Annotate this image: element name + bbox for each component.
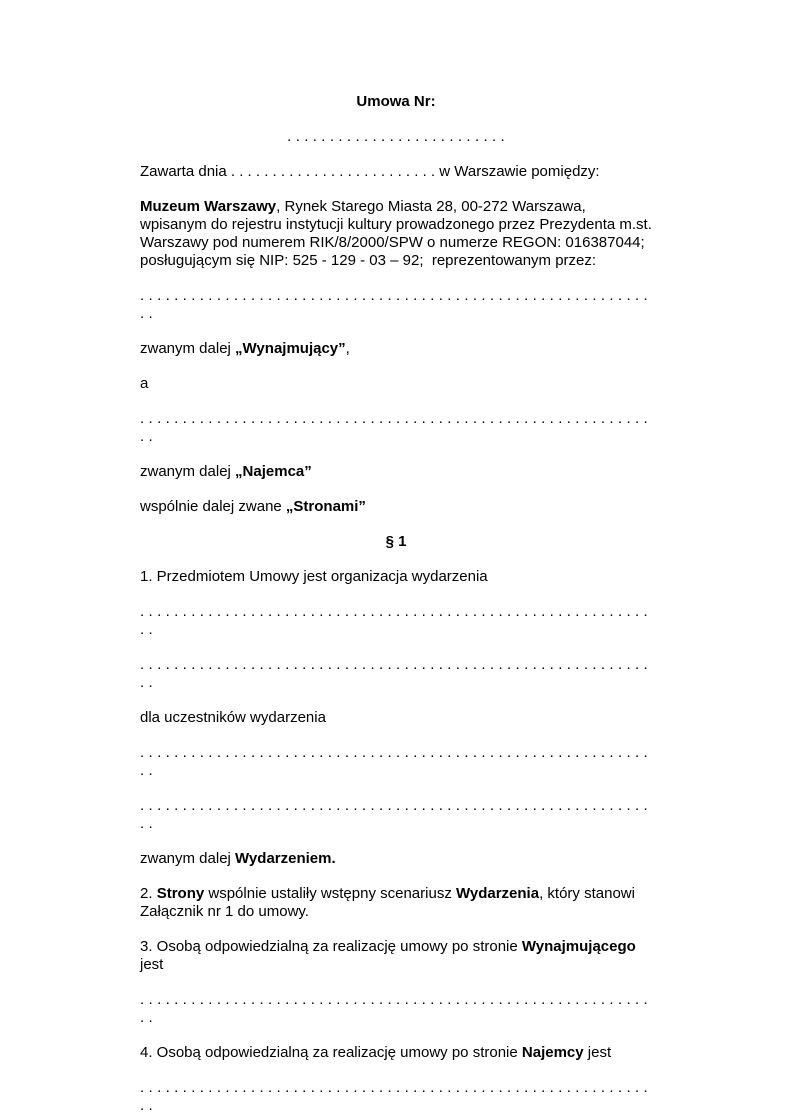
- landlord-details: , Rynek Starego Miasta 28, 00-272 Warszawa, wpisanym do rejestru instytucji kultury prowadzonego przez Prezydenta m.st. Warszawy pod numerem RIK/8/2000/SPW o numerze REGON: 016387044; posługującym się NIP: 525 - 129 - 03 – 92; reprezentowanym przez:: [140, 198, 657, 269]
- landlord-contact-fill-in-line: . . . . . . . . . . . . . . . . . . . . . . . . . . . . . . . . . . . . . . . . . . . . . . . . . . . . . . . . . . . . . .: [140, 991, 653, 1026]
- participants-fill-in-line-2: . . . . . . . . . . . . . . . . . . . . . . . . . . . . . . . . . . . . . . . . . . . . . . . . . . . . . . . . . . . . . .: [140, 797, 653, 832]
- clause-2-term-strony: Strony: [156, 885, 205, 902]
- tenant-alias-line: zwanym dalej „Najemca”: [140, 463, 312, 480]
- parties-alias-line: wspólnie dalej zwane „Stronami”: [140, 498, 366, 515]
- tenant-alias-term: „Najemca”: [235, 463, 312, 480]
- landlord-representative-fill-in-line: . . . . . . . . . . . . . . . . . . . . . . . . . . . . . . . . . . . . . . . . . . . . . . . . . . . . . . . . . . . . . .: [140, 287, 653, 322]
- clause-2: 2. Strony wspólnie ustaliły wstępny scenariusz Wydarzenia, który stanowi Załącznik nr 1 do umowy.: [140, 885, 640, 920]
- parties-alias-term: „Stronami”: [285, 498, 366, 515]
- clause-2-term-wydarzenia: Wydarzenia: [455, 885, 540, 902]
- clause-4: 4. Osobą odpowiedzialną za realizację umowy po stronie Najemcy jest: [140, 1044, 612, 1061]
- tenant-fill-in-line: . . . . . . . . . . . . . . . . . . . . . . . . . . . . . . . . . . . . . . . . . . . . . . . . . . . . . . . . . . . . . .: [140, 410, 653, 445]
- contract-number-fill-in-line: . . . . . . . . . . . . . . . . . . . . . . . . . .: [287, 128, 505, 145]
- event-name-fill-in-line-2: . . . . . . . . . . . . . . . . . . . . . . . . . . . . . . . . . . . . . . . . . . . . . . . . . . . . . . . . . . . . . .: [140, 656, 653, 691]
- landlord-paragraph: [140, 198, 657, 270]
- event-alias-line: zwanym dalej Wydarzeniem.: [140, 850, 336, 867]
- document-title: Umowa Nr:: [356, 93, 436, 110]
- participants-fill-in-line-1: . . . . . . . . . . . . . . . . . . . . . . . . . . . . . . . . . . . . . . . . . . . . . . . . . . . . . . . . . . . . . .: [140, 744, 653, 779]
- clause-3-term: Wynajmującego: [521, 938, 636, 955]
- event-name-fill-in-line-1: . . . . . . . . . . . . . . . . . . . . . . . . . . . . . . . . . . . . . . . . . . . . . . . . . . . . . . . . . . . . . .: [140, 603, 653, 638]
- landlord-alias-line: zwanym dalej „Wynajmujący”,: [140, 340, 350, 357]
- intro-line: Zawarta dnia . . . . . . . . . . . . . . . . . . . . . . . . . w Warszawie pomiędzy:: [140, 163, 600, 180]
- landlord-name: Muzeum Warszawy: [140, 198, 277, 215]
- section-heading: § 1: [385, 533, 407, 550]
- clause-1-continuation: dla uczestników wydarzenia: [140, 709, 326, 726]
- event-alias-term: Wydarzeniem.: [235, 850, 336, 867]
- tenant-contact-fill-in-line: . . . . . . . . . . . . . . . . . . . . . . . . . . . . . . . . . . . . . . . . . . . . . . . . . . . . . . . . . . . . . .: [140, 1079, 653, 1114]
- clause-3: 3. Osobą odpowiedzialną za realizację umowy po stronie Wynajmującego jest: [140, 938, 640, 973]
- landlord-alias-term: „Wynajmujący”: [235, 340, 346, 357]
- conjunction-line: a: [140, 375, 149, 392]
- clause-4-term: Najemcy: [521, 1044, 584, 1061]
- clause-1: 1. Przedmiotem Umowy jest organizacja wydarzenia: [140, 568, 488, 585]
